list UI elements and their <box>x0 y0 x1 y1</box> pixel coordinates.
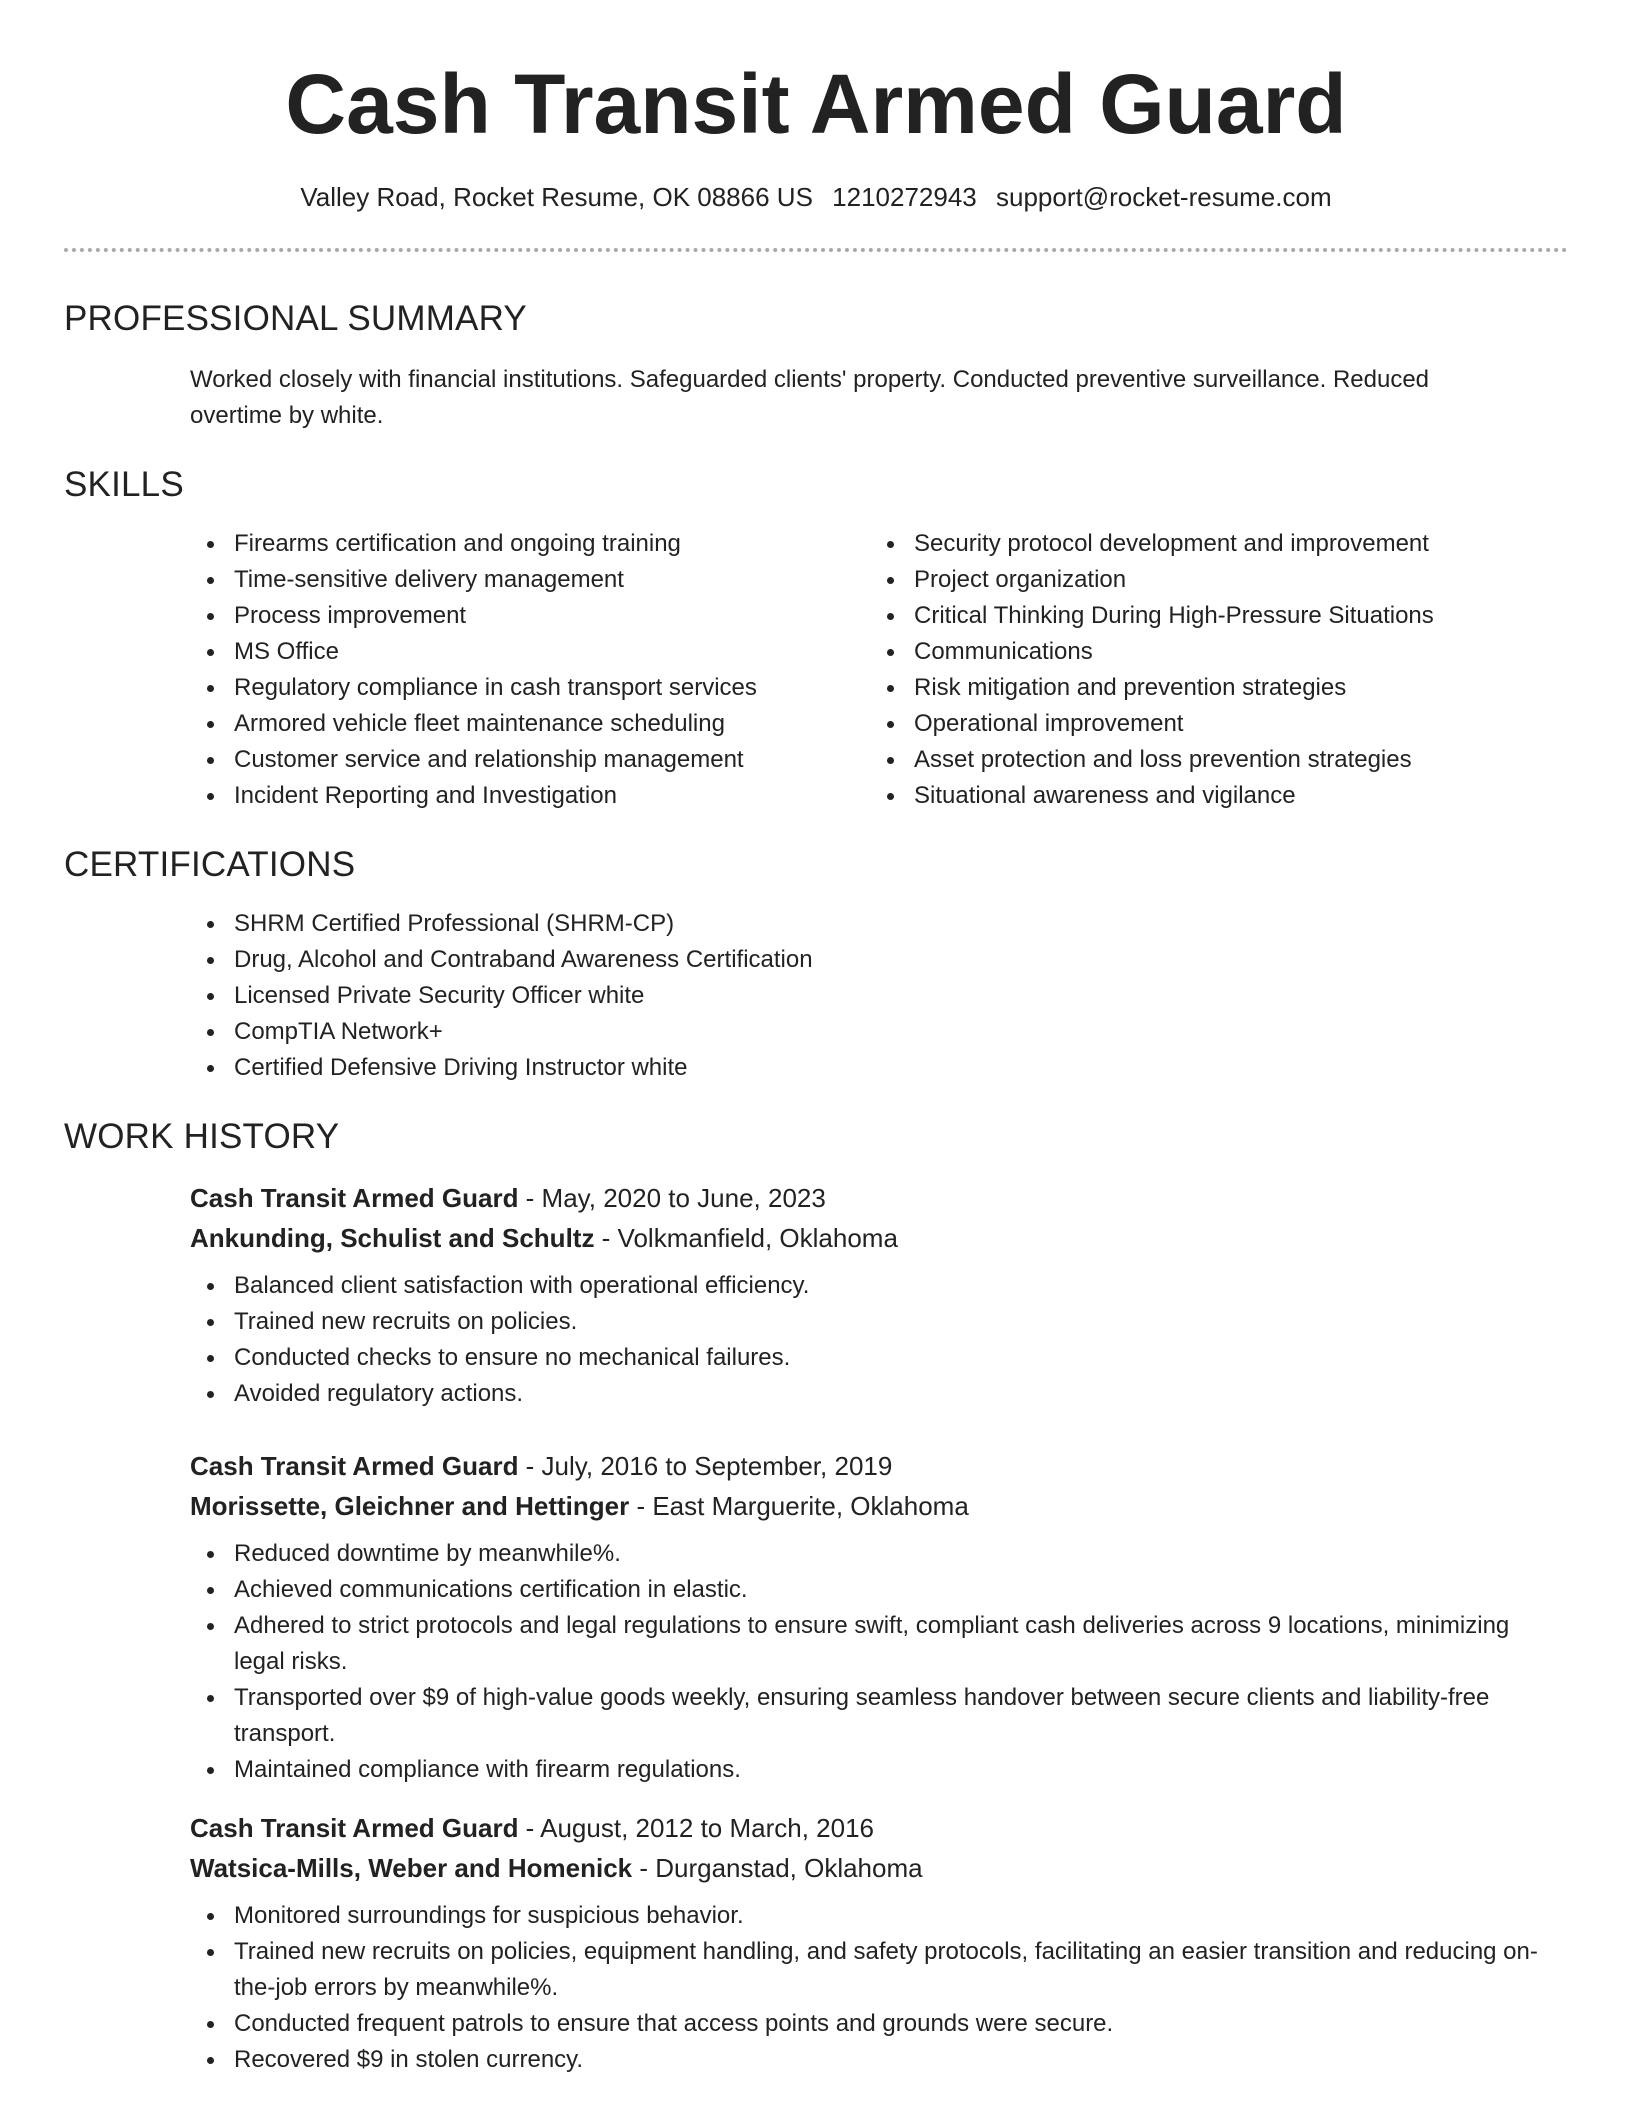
job-company-line <box>190 1218 1568 1258</box>
job-location: - East Marguerite, Oklahoma <box>629 1491 969 1521</box>
job-location: - Durganstad, Oklahoma <box>632 1853 923 1883</box>
skill-item: Security protocol development and improvement <box>870 526 1550 562</box>
skill-item: Customer service and relationship management <box>190 742 870 778</box>
skill-item: Firearms certification and ongoing training <box>190 526 870 562</box>
job-bullet: Monitored surroundings for suspicious behavior. <box>190 1898 1548 1934</box>
job-dates: - May, 2020 to June, 2023 <box>518 1183 826 1213</box>
certification-item: CompTIA Network+ <box>190 1014 1568 1050</box>
contact-phone: 1210272943 <box>832 182 977 212</box>
certifications-section <box>64 844 1568 1086</box>
resume-name: Cash Transit Armed Guard <box>285 57 1347 151</box>
job-bullets <box>190 1268 1568 1412</box>
job-title: Cash Transit Armed Guard <box>190 1183 519 1213</box>
summary-text: Worked closely with financial institutions. Safeguarded clients' property. Conducted preventive surveillance. Reduced overtime by white. <box>190 366 1430 429</box>
skill-item: Risk mitigation and prevention strategies <box>870 670 1550 706</box>
skill-item: Operational improvement <box>870 706 1550 742</box>
skills-heading: SKILLS <box>64 465 184 504</box>
work-heading: WORK HISTORY <box>64 1117 340 1156</box>
skill-item: Incident Reporting and Investigation <box>190 778 870 814</box>
certification-item: Certified Defensive Driving Instructor white <box>190 1050 1568 1086</box>
job-bullet: Trained new recruits on policies, equipment handling, and safety protocols, facilitating an easier transition and reducing on-the-job errors by meanwhile%. <box>190 1934 1548 2006</box>
job-bullet: Conducted frequent patrols to ensure that access points and grounds were secure. <box>190 2006 1548 2042</box>
certification-item: Licensed Private Security Officer white <box>190 978 1568 1014</box>
skill-item: Project organization <box>870 562 1550 598</box>
skill-item: Time-sensitive delivery management <box>190 562 870 598</box>
contact-address: Valley Road, Rocket Resume, OK 08866 US <box>300 182 813 212</box>
skills-right-list <box>870 526 1550 814</box>
contact-line <box>64 180 1568 214</box>
job-bullet: Balanced client satisfaction with operational efficiency. <box>190 1268 1548 1304</box>
skill-item: MS Office <box>190 634 870 670</box>
skill-item: Process improvement <box>190 598 870 634</box>
skill-item: Critical Thinking During High-Pressure Situations <box>870 598 1550 634</box>
job-bullet: Trained new recruits on policies. <box>190 1304 1548 1340</box>
job-title: Cash Transit Armed Guard <box>190 1813 519 1843</box>
job-bullet: Achieved communications certification in elastic. <box>190 1572 1548 1608</box>
job-company: Morissette, Gleichner and Hettinger <box>190 1491 630 1521</box>
job-location: - Volkmanfield, Oklahoma <box>594 1223 898 1253</box>
skill-item: Communications <box>870 634 1550 670</box>
job-bullet: Transported over $9 of high-value goods weekly, ensuring seamless handover between secure clients and liability-free transport. <box>190 1680 1548 1752</box>
job-bullets <box>190 1536 1568 1788</box>
certification-item: SHRM Certified Professional (SHRM-CP) <box>190 906 1568 942</box>
job-entry <box>64 1808 1568 2078</box>
summary-heading: PROFESSIONAL SUMMARY <box>64 299 527 338</box>
header-divider <box>64 248 1568 252</box>
job-bullets <box>190 1898 1568 2078</box>
job-company: Ankunding, Schulist and Schultz <box>190 1223 595 1253</box>
job-title: Cash Transit Armed Guard <box>190 1451 519 1481</box>
job-bullet: Maintained compliance with firearm regulations. <box>190 1752 1548 1788</box>
job-company: Watsica-Mills, Weber and Homenick <box>190 1853 633 1883</box>
job-company-line <box>190 1486 1568 1526</box>
certifications-heading: CERTIFICATIONS <box>64 845 356 884</box>
job-dates: - August, 2012 to March, 2016 <box>518 1813 875 1843</box>
work-section <box>64 1116 1568 2078</box>
job-bullet: Recovered $9 in stolen currency. <box>190 2042 1548 2078</box>
job-title-line <box>190 1446 1568 1486</box>
job-bullet: Adhered to strict protocols and legal regulations to ensure swift, compliant cash deliveries across 9 locations, minimizing legal risks. <box>190 1608 1548 1680</box>
certification-item: Drug, Alcohol and Contraband Awareness Certification <box>190 942 1568 978</box>
skills-columns <box>64 526 1568 814</box>
job-entry <box>64 1178 1568 1412</box>
job-company-line <box>190 1848 1568 1888</box>
job-entry <box>64 1446 1568 1788</box>
job-bullet: Conducted checks to ensure no mechanical failures. <box>190 1340 1548 1376</box>
skill-item: Situational awareness and vigilance <box>870 778 1550 814</box>
skill-item: Armored vehicle fleet maintenance scheduling <box>190 706 870 742</box>
skill-item: Regulatory compliance in cash transport services <box>190 670 870 706</box>
job-title-line <box>190 1808 1568 1848</box>
job-bullet: Reduced downtime by meanwhile%. <box>190 1536 1548 1572</box>
job-title-line <box>190 1178 1568 1218</box>
certifications-list <box>64 906 1568 1086</box>
summary-section <box>64 298 1568 434</box>
skill-item: Asset protection and loss prevention strategies <box>870 742 1550 778</box>
skills-section <box>64 464 1568 814</box>
contact-email[interactable]: support@rocket-resume.com <box>996 182 1332 212</box>
skills-left-list <box>190 526 870 814</box>
job-dates: - July, 2016 to September, 2019 <box>518 1451 893 1481</box>
job-bullet: Avoided regulatory actions. <box>190 1376 1548 1412</box>
